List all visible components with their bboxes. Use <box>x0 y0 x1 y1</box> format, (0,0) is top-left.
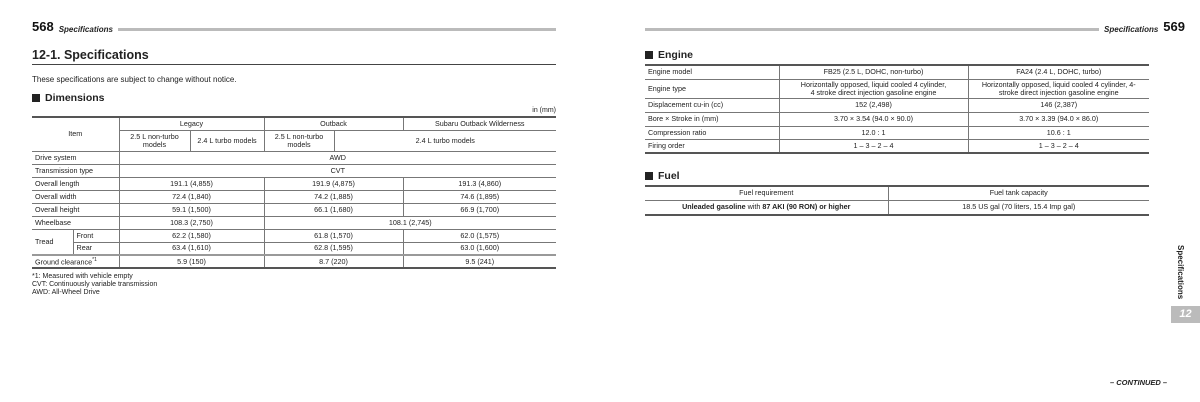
table-row <box>32 151 556 164</box>
header-turbo: 2.4 L turbo models <box>334 130 556 151</box>
row-label: Tread <box>32 229 73 255</box>
chapter-number-tab: 12 <box>1171 306 1200 323</box>
table-row <box>645 65 1149 79</box>
footnotes <box>32 273 157 297</box>
dimensions-heading <box>32 92 105 104</box>
cell: 3.70 × 3.54 (94.0 × 90.0) <box>779 112 968 126</box>
cell: 63.0 (1,600) <box>403 242 556 255</box>
intro-text: These specifications are subject to change without notice. <box>32 75 237 84</box>
cell: 62.8 (1,595) <box>264 242 403 255</box>
table-row <box>645 79 1149 98</box>
cell: 63.4 (1,610) <box>119 242 264 255</box>
row-label: Engine type <box>645 79 779 98</box>
cell: 10.6 : 1 <box>968 126 1149 139</box>
row-label: Overall width <box>32 190 119 203</box>
footnote: *1: Measured with vehicle empty <box>32 273 133 280</box>
heading-text: Dimensions <box>45 92 105 104</box>
row-label: Transmission type <box>32 164 119 177</box>
right-page-header <box>645 20 1185 34</box>
row-sublabel: Front <box>73 229 119 242</box>
cell: AWD <box>119 151 556 164</box>
cell: 1 – 3 – 2 – 4 <box>779 139 968 153</box>
cell: 3.70 × 3.39 (94.0 × 86.0) <box>968 112 1149 126</box>
continued-label: – CONTINUED – <box>1110 378 1168 387</box>
row-sublabel: Rear <box>73 242 119 255</box>
engine-heading <box>645 49 693 61</box>
table-row <box>32 190 556 203</box>
page-title: 12-1. Specifications <box>32 48 556 65</box>
row-label: Engine model <box>645 65 779 79</box>
header-legacy: Legacy <box>119 117 264 130</box>
table-row <box>32 229 556 242</box>
header-item: Item <box>32 117 119 151</box>
connector-text: with <box>745 202 763 212</box>
cell: 191.9 (4,875) <box>264 177 403 190</box>
engine-table <box>645 64 1149 154</box>
footnote: CVT: Continuously variable transmission <box>32 281 158 288</box>
fuel-requirement-cell <box>645 200 888 215</box>
cell: 108.3 (2,750) <box>119 216 264 229</box>
table-row <box>645 126 1149 139</box>
row-label: Overall length <box>32 177 119 190</box>
page-number: 568 <box>32 19 54 34</box>
header-outback: Outback <box>264 117 403 130</box>
label-text: Ground clearance <box>35 256 93 266</box>
table-row <box>32 216 556 229</box>
cell: 146 (2,387) <box>968 98 1149 112</box>
cell: 5.9 (150) <box>119 255 264 268</box>
cell: CVT <box>119 164 556 177</box>
cell: 191.3 (4,860) <box>403 177 556 190</box>
running-header: Specifications <box>1104 25 1159 34</box>
table-row <box>645 98 1149 112</box>
cell: 62.0 (1,575) <box>403 229 556 242</box>
footnote: AWD: All-Wheel Drive <box>32 289 100 296</box>
cell: FB25 (2.5 L, DOHC, non-turbo) <box>779 65 968 79</box>
cell: 74.2 (1,885) <box>264 190 403 203</box>
row-label: Displacement cu-in (cc) <box>645 98 779 112</box>
cell: 74.6 (1,895) <box>403 190 556 203</box>
cell: 9.5 (241) <box>403 255 556 268</box>
header-rule <box>645 28 1099 31</box>
table-row <box>645 139 1149 153</box>
cell: 66.1 (1,680) <box>264 203 403 216</box>
cell: 108.1 (2,745) <box>264 216 556 229</box>
header-fuel-requirement: Fuel requirement <box>645 186 888 200</box>
row-label: Drive system <box>32 151 119 164</box>
cell: 191.1 (4,855) <box>119 177 264 190</box>
row-label: Bore × Stroke in (mm) <box>645 112 779 126</box>
cell: 72.4 (1,840) <box>119 190 264 203</box>
row-label: Overall height <box>32 203 119 216</box>
heading-text: Engine <box>658 49 694 61</box>
header-wilderness: Subaru Outback Wilderness <box>403 117 556 130</box>
cell: 61.8 (1,570) <box>264 229 403 242</box>
cell: 152 (2,498) <box>779 98 968 112</box>
table-row <box>32 164 556 177</box>
page-number: 569 <box>1163 19 1185 34</box>
heading-text: Fuel <box>658 170 680 182</box>
fuel-capacity-cell: 18.5 US gal (70 liters, 15.4 Imp gal) <box>888 200 1149 215</box>
running-header: Specifications <box>58 25 113 34</box>
table-row <box>645 112 1149 126</box>
octane-rating: 87 AKI (90 RON) or higher <box>762 202 851 212</box>
header-rule <box>118 28 556 31</box>
cell: Horizontally opposed, liquid cooled 4 cylinder, 4 stroke direct injection gasoline engine <box>779 79 968 98</box>
fuel-type: Unleaded gasoline <box>682 202 746 212</box>
fuel-table <box>645 185 1149 216</box>
cell: 59.1 (1,500) <box>119 203 264 216</box>
cell: FA24 (2.4 L, DOHC, turbo) <box>968 65 1149 79</box>
table-row <box>32 203 556 216</box>
footnote-ref: *1 <box>92 256 97 263</box>
unit-label: in (mm) <box>532 107 556 114</box>
row-label: Firing order <box>645 139 779 153</box>
fuel-heading <box>645 170 680 182</box>
chapter-side-tab: Specifications <box>1176 245 1185 300</box>
left-page-header <box>32 20 556 34</box>
table-row <box>32 117 556 130</box>
table-row <box>32 255 556 268</box>
table-row <box>645 200 1149 215</box>
square-bullet-icon <box>32 94 40 102</box>
header-legacy-na: 2.5 L non-turbo models <box>119 130 190 151</box>
row-label: Compression ratio <box>645 126 779 139</box>
header-fuel-capacity: Fuel tank capacity <box>888 186 1149 200</box>
dimensions-table <box>32 116 556 269</box>
cell: 1 – 3 – 2 – 4 <box>968 139 1149 153</box>
cell: 62.2 (1,580) <box>119 229 264 242</box>
table-row <box>645 186 1149 200</box>
cell: 66.9 (1,700) <box>403 203 556 216</box>
row-label: Wheelbase <box>32 216 119 229</box>
square-bullet-icon <box>645 172 653 180</box>
square-bullet-icon <box>645 51 653 59</box>
header-outback-na: 2.5 L non-turbo models <box>264 130 334 151</box>
cell: 12.0 : 1 <box>779 126 968 139</box>
cell: Horizontally opposed, liquid cooled 4 cylinder, 4-stroke direct injection gasoline engine <box>968 79 1149 98</box>
table-row <box>32 242 556 255</box>
row-label <box>32 255 119 268</box>
header-legacy-turbo: 2.4 L turbo models <box>190 130 264 151</box>
cell: 8.7 (220) <box>264 255 403 268</box>
table-row <box>32 177 556 190</box>
